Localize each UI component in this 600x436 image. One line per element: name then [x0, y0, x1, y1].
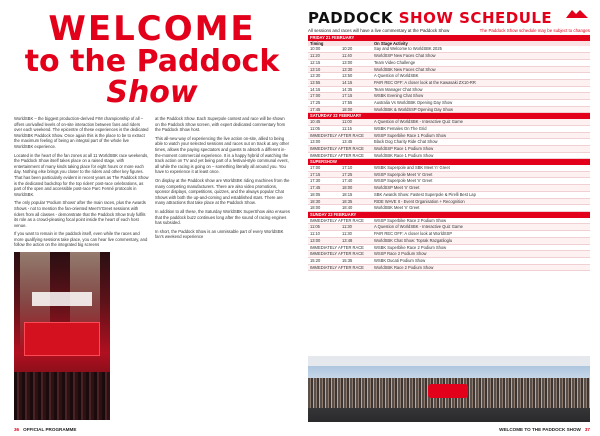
activity: WorldSBK & WorldSSP Opening Day Show: [372, 106, 590, 113]
activity: PAIR REC OFF: A closer look at the Kawasaki ZX10-RR: [372, 79, 590, 86]
end-time: 13:50: [340, 73, 372, 80]
schedule-subtitle: All sessions and races will have a live commentary at the Paddock Show: [308, 28, 450, 33]
paragraph: WorldSBK – the biggest production-derived FIM championship of all – offers unrivalled levels of on-site interaction between fans and riders over each weekend. The epicentre of these experiences is the dedicated WorldSBK Paddock Show. Once again this is the place to be to extract the maximum feeling of being an integral part of the whole live WorldSBK experience.: [14, 116, 149, 149]
activity: PAIR REC OFF: A closer look at WorldSSP: [372, 231, 590, 238]
schedule-row: [308, 73, 590, 80]
end-time: 15:35: [340, 257, 372, 264]
start-time: IMMEDIATELY AFTER RACE: [308, 132, 372, 139]
schedule-subtitle-row: [308, 28, 590, 33]
title-line-2: to the Paddock: [24, 44, 280, 79]
day-label: SUPERSHOW: [308, 159, 590, 165]
stage-sign: [32, 292, 92, 306]
activity: Australia Vs WorldSBK Opening Day Show: [372, 100, 590, 107]
start-time: 17:00: [308, 165, 340, 171]
start-time: 18:30: [308, 198, 340, 205]
end-time: 11:00: [340, 119, 372, 125]
end-time: 17:40: [340, 178, 372, 185]
schedule-row: [308, 205, 590, 212]
start-time: 17:45: [308, 106, 340, 113]
schedule-row: [308, 237, 590, 244]
pit-lane-photo: [308, 356, 590, 422]
start-time: 18:05: [308, 191, 340, 198]
activity: Say and Welcome to WorldSBK 2025: [372, 46, 590, 52]
schedule-row: [308, 257, 590, 264]
schedule-row: [308, 198, 590, 205]
start-time: 11:20: [308, 53, 340, 60]
end-time: 17:10: [340, 165, 372, 171]
end-time: 13:48: [340, 237, 372, 244]
activity: WSSP Race 2 Podium Show: [372, 251, 590, 258]
activity: Team Manager Chat Show: [372, 86, 590, 93]
end-time: 14:35: [340, 86, 372, 93]
start-time: 13:55: [308, 79, 340, 86]
article-columns: [14, 116, 290, 251]
start-time: 13:00: [308, 139, 340, 146]
start-time: 14:15: [308, 86, 340, 93]
schedule-row: [308, 231, 590, 238]
activity: A Question of WorldSBK - Interactive Quiz Game: [372, 224, 590, 231]
activity: WSSP Superbike Race 1 Podium Show: [372, 132, 590, 139]
schedule-row: [308, 132, 590, 139]
schedule-row: [308, 139, 590, 146]
paragraph: The only popular 'Podium Shows' after the main races, plus the Awards Shows - not to mention the fan-oriented Meet'n'Greet sessions with riders from all classes - demonstrate that the Paddock Show truly fulfils its role as a crowd-pleasing focal point inside the heart of each host venue.: [14, 200, 146, 228]
welcome-title: [14, 9, 290, 110]
activity: WorldSBK Race 1 Podium Show: [372, 152, 590, 159]
schedule-row: [308, 244, 590, 251]
start-time: IMMEDIATELY AFTER RACE: [308, 251, 372, 258]
schedule-title-red: SHOW SCHEDULE: [398, 9, 553, 27]
activity: A Question of WorldSBK: [372, 73, 590, 80]
end-time: 17:15: [340, 93, 372, 100]
start-time: IMMEDIATELY AFTER RACE: [308, 218, 372, 224]
title-line-1: WELCOME: [48, 9, 256, 49]
activity: WSSP Superbike Race 2 Podium Show: [372, 218, 590, 224]
day-label: SUNDAY 23 FEBRUARY: [308, 211, 590, 217]
schedule-row: [308, 86, 590, 93]
schedule-row: [308, 100, 590, 107]
schedule-row: [308, 53, 590, 60]
paragraph: In short, the Paddock Show is an unmissable part of every WorldSBK fan's weekend experience: [155, 228, 284, 240]
end-time: 17:25: [340, 171, 372, 178]
title-line-3: Show: [106, 75, 198, 110]
schedule-row: [308, 79, 590, 86]
schedule-row: [308, 125, 590, 132]
start-time: IMMEDIATELY AFTER RACE: [308, 145, 372, 152]
schedule-row: [308, 224, 590, 231]
paragraph: This all-new way of experiencing the live action on-site, allied to being able to watch your selected sessions and races out on track at any other times, allows the paying spectators and guests to absorb a different in-the-moment commercial experience. It is a happy hybrid of watching the track action on TV and yet being part of a festival-style communal event, all while the racing is going on – something literally all around you. You have to experience it at least once.: [155, 135, 290, 175]
end-time: 13:45: [340, 139, 372, 146]
end-time: 17:55: [340, 100, 372, 107]
activity: WSBK Females On The Grid: [372, 125, 590, 132]
end-time: 14:15: [340, 79, 372, 86]
start-time: 10:00: [308, 46, 340, 52]
end-time: 13:30: [340, 66, 372, 73]
start-time: 17:25: [308, 100, 340, 107]
activity: WSSP Superpole Meet 'n' Greet: [372, 171, 590, 178]
start-time: 15:20: [308, 257, 340, 264]
start-time: 11:05: [308, 224, 340, 231]
schedule-row: [308, 185, 590, 192]
article-column-1: [14, 116, 149, 251]
grandstand-roof: [308, 356, 590, 366]
start-time: 12:15: [308, 59, 340, 66]
end-time: 11:30: [340, 224, 372, 231]
activity: WSSP Superpole Meet 'n' Greet: [372, 178, 590, 185]
end-time: 11:40: [340, 53, 372, 60]
activity: WorldSBK New Faces Chat Show: [372, 66, 590, 73]
right-footer: [499, 427, 590, 432]
activity: WorldSSP New Faces Chat Show: [372, 53, 590, 60]
activity: WorldSBK Chat Show: Toprak Razgatlioglu: [372, 237, 590, 244]
activity: WSBK Superpole and SBK Meet 'n' Greet: [372, 165, 590, 171]
activity: WorldSBK Race 2 Podium Show: [372, 264, 590, 271]
start-time: 17:45: [308, 185, 340, 192]
start-time: 13:10: [308, 66, 340, 73]
schedule-row: [308, 264, 590, 271]
start-time: 13:00: [308, 237, 340, 244]
start-time: 10:45: [308, 119, 340, 125]
start-time: IMMEDIATELY AFTER RACE: [308, 152, 372, 159]
paragraph: Located in the heart of the fan zones at all 11 WorldSBK race weekends, the Paddock Show itself takes place on a raised stage, with entertainment of many kinds taking place for eight hours or more each day. Nothing else brings you closer to the riders and other key figures. That has been particularly evident in recent years as The Paddock Show is the dedicated backdrop for the top riders' post-race celebrations, as part of the open and accessible post-race Parc Fermé protocols in WorldSBK.: [14, 152, 149, 197]
footer-label: OFFICIAL PROGRAMME: [23, 427, 77, 432]
schedule-row: [308, 106, 590, 113]
schedule-table: [308, 35, 590, 271]
paragraph: On display at the Paddock show are WorldSBK riding machines from the many competing manufacturers. There are also video promotions, sponsor displays, competitions, quizzes, and the always popular Chat Shows with both the up-and-coming and established stars. There are many attractions that take place at the Paddock Show.: [155, 177, 290, 206]
schedule-row: [308, 93, 590, 100]
article-column-2: [155, 116, 290, 251]
end-time: 10:20: [340, 46, 372, 52]
paragraph: If you want to remain in the paddock itself, even while the races and more qualifying sessions take place, you can hear live commentary, and follow the action on the integrated big screens: [14, 231, 148, 248]
end-time: 18:35: [340, 198, 372, 205]
activity: RIDE WAVE It - Event Organisation + Recognition: [372, 198, 590, 205]
footer-label: WELCOME TO THE PADDOCK SHOW: [499, 427, 581, 432]
activity-header: On Stage Activity: [372, 41, 590, 47]
crowd: [14, 372, 110, 420]
start-time: IMMEDIATELY AFTER RACE: [308, 244, 372, 251]
left-footer: [14, 427, 76, 432]
start-time: 17:00: [308, 93, 340, 100]
paragraph: at the Paddock Show. Each Superpole contest and race will be shown on the Paddock Show screen, with expert dedicated commentary from the Paddock Show host.: [155, 116, 286, 133]
page-number: 36: [14, 427, 20, 432]
schedule-row: [308, 178, 590, 185]
day-label: FRIDAY 21 FEBRUARY: [308, 35, 590, 41]
start-time: 11:05: [308, 125, 340, 132]
start-time: 17:30: [308, 178, 340, 185]
end-time: 18:00: [340, 106, 372, 113]
activity: Black Dog Charity Ride Chat Show: [372, 139, 590, 146]
timing-header: Timing: [308, 41, 372, 47]
schedule-row: [308, 145, 590, 152]
activity: Team Video Challenge: [372, 59, 590, 66]
end-time: 11:30: [340, 231, 372, 238]
end-time: 13:00: [340, 59, 372, 66]
schedule-title: [308, 10, 590, 26]
end-time: 18:40: [340, 205, 372, 212]
start-time: 13:30: [308, 73, 340, 80]
activity: WSBK Superbike Race 2 Podium Show: [372, 244, 590, 251]
schedule-row: [308, 251, 590, 258]
paragraph: In addition to all these, the Saturday WorldSBK SuperShow also ensures that the paddock buzz continues long after the sound of racing engines has subsided.: [155, 208, 290, 226]
end-time: 18:00: [340, 185, 372, 192]
activity: WorldSSP Meet 'n' Greet: [372, 185, 590, 192]
race-bike: [428, 384, 468, 398]
activity: WorldSSP Race 1 Podium Show: [372, 145, 590, 152]
worldsbk-logo-icon: [564, 8, 590, 20]
stage: [24, 322, 100, 356]
activity: A Question of WorldSBK - Interactive Quiz Game: [372, 119, 590, 125]
schedule-row: [308, 152, 590, 159]
page-number: 37: [584, 427, 590, 432]
schedule-row: [308, 191, 590, 198]
start-time: IMMEDIATELY AFTER RACE: [308, 264, 372, 271]
end-time: 18:15: [340, 191, 372, 198]
right-page: [300, 0, 600, 436]
activity: WSBK Ducati Podium Show: [372, 257, 590, 264]
activity: SBK Awards Show: Fastest Superpole & Pirelli Best Lap: [372, 191, 590, 198]
activity: WorldSBK Meet 'n' Greet: [372, 205, 590, 212]
start-time: 11:10: [308, 231, 340, 238]
schedule-row: [308, 59, 590, 66]
start-time: 18:00: [308, 205, 340, 212]
start-time: 17:15: [308, 171, 340, 178]
activity: WSBK Evening Chat Show: [372, 93, 590, 100]
end-time: 11:15: [340, 125, 372, 132]
schedule-note: The Paddock Show schedule may be subject to changes: [479, 28, 590, 33]
paddock-show-stage-photo: [14, 252, 110, 420]
schedule-row: [308, 171, 590, 178]
day-label: SATURDAY 22 FEBRUARY: [308, 113, 590, 119]
schedule-row: [308, 66, 590, 73]
schedule-title-black: PADDOCK: [308, 9, 394, 27]
